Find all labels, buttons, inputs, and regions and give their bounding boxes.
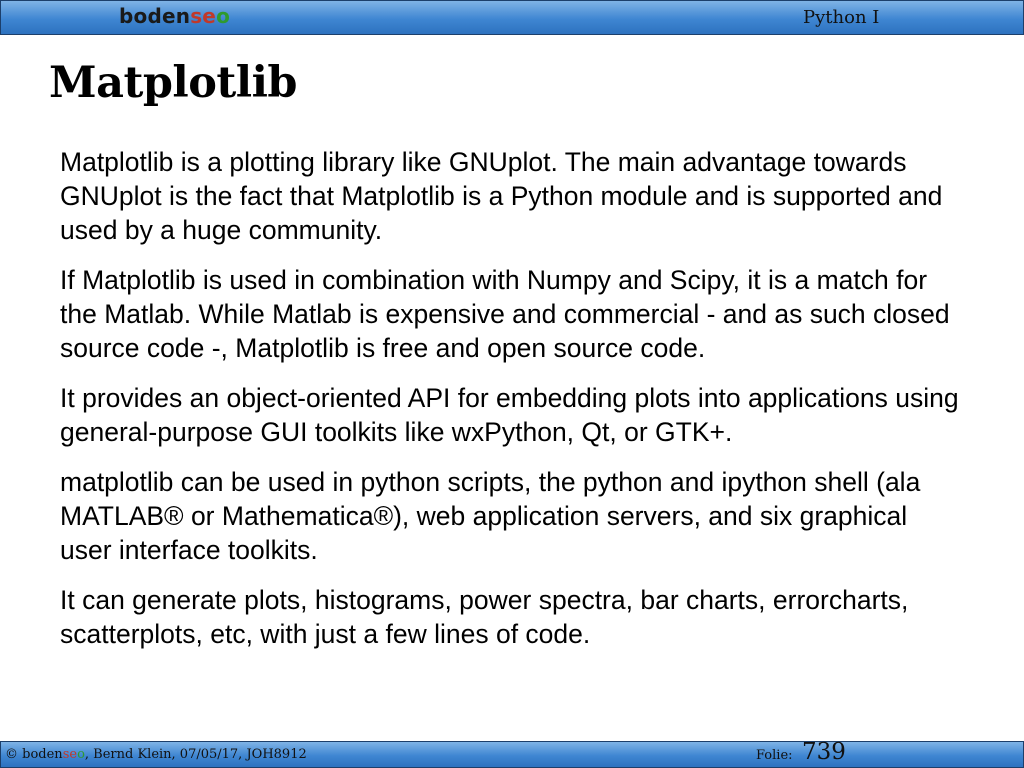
paragraph-5: It can generate plots, histograms, power spectra, bar charts, errorcharts, scatterplots, etc, with just a few lines of code. — [60, 585, 909, 649]
copyright-prefix: © — [5, 747, 23, 762]
footer-brand-2: se — [62, 747, 78, 762]
logo-part-1: boden — [119, 4, 191, 28]
slide-number: 739 — [802, 739, 846, 765]
footer-brand-3: o — [77, 747, 85, 762]
paragraph-1: Matplotlib is a plotting library like GNUplot. The main advantage towards GNUplot is the fact that Matplotlib is a Python module and is supported and used by a huge community. — [60, 147, 943, 245]
logo-part-3: o — [216, 4, 231, 28]
footer-bar — [0, 741, 1024, 768]
paragraph-4: matplotlib can be used in python scripts, the python and ipython shell (ala MATLAB® or Mathematica®), web application servers, and six graphical user interface toolkits. — [60, 467, 921, 565]
logo-part-2: se — [190, 4, 217, 28]
course-title: Python I — [803, 7, 880, 28]
slide-title: Matplotlib — [49, 58, 298, 108]
copyright-text — [5, 747, 307, 762]
copyright-details: , Bernd Klein, 07/05/17, JOH8912 — [84, 747, 307, 762]
slide-content — [60, 145, 960, 667]
slide-number-label: Folie: — [756, 748, 793, 763]
paragraph-3: It provides an object-oriented API for embedding plots into applications using general-purpose GUI toolkits like wxPython, Qt, or GTK+. — [60, 383, 959, 447]
paragraph-2: If Matplotlib is used in combination with Numpy and Scipy, it is a match for the Matlab. While Matlab is expensive and commercial - and as such closed source code -, Matplotlib is free and open source code. — [60, 265, 950, 363]
bodenseo-logo — [119, 4, 230, 28]
header-bar — [0, 0, 1024, 35]
footer-brand-1: boden — [22, 747, 63, 762]
